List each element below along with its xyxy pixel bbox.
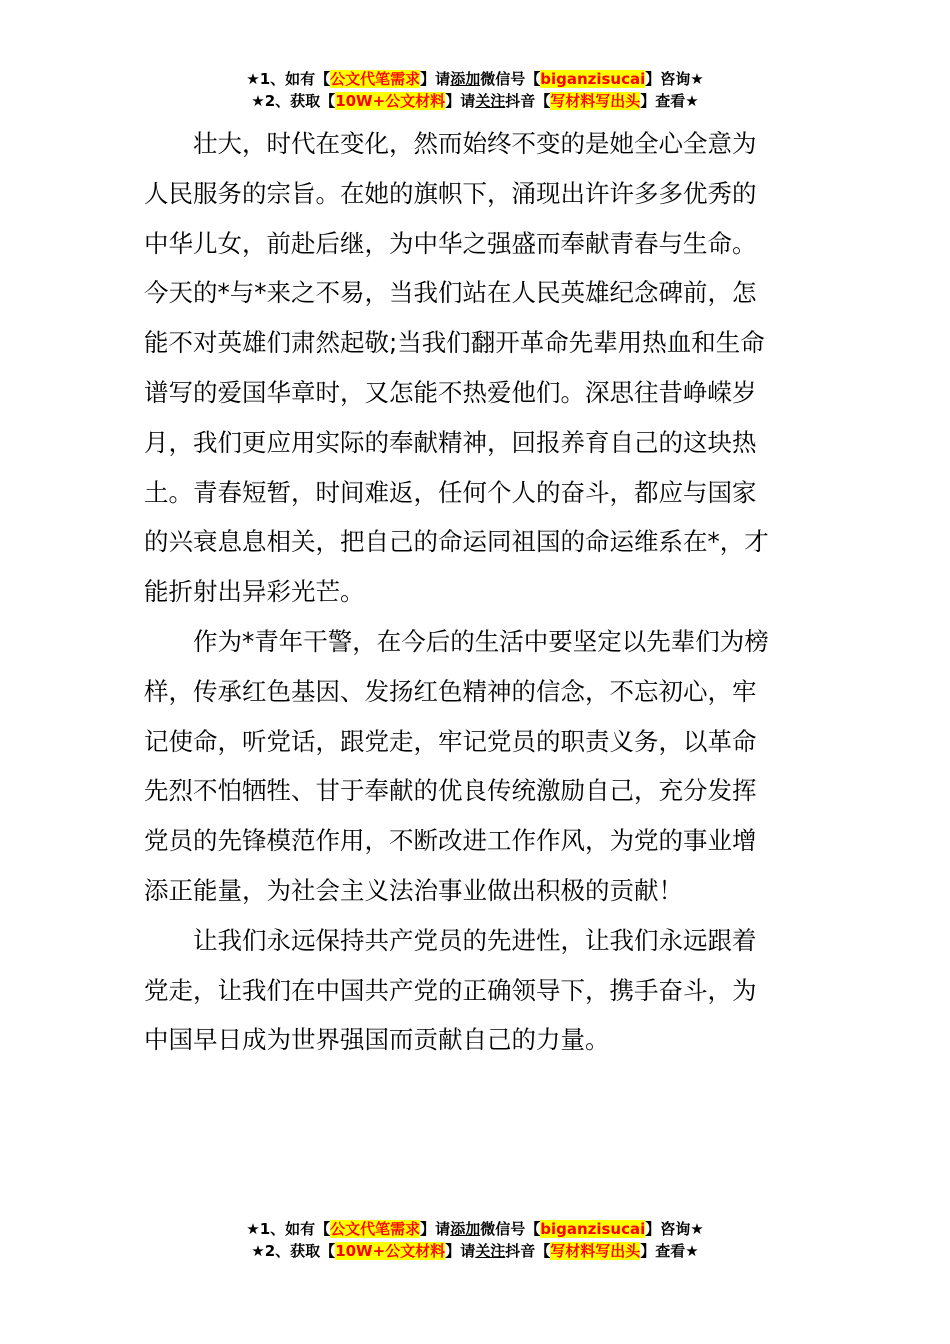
document-body: [144, 119, 808, 1065]
footer-line1-text-3: 微信号【: [480, 1220, 541, 1238]
header-line1-text-1: ★1、如有【: [246, 70, 331, 88]
footer-line-2: [0, 1240, 950, 1262]
header-line1-underline: 添加: [450, 70, 481, 88]
footer-line1-underline: 添加: [450, 1220, 481, 1238]
text-line: 样，传承红色基因、发扬红色精神的信念，不忘初心，牢: [144, 676, 757, 706]
text-line: 谱写的爱国华章时，又怎能不热爱他们。深思往昔峥嵘岁: [144, 377, 757, 407]
header-line2-underline: 关注: [475, 92, 506, 110]
text-line: 月，我们更应用实际的奉献精神，回报养育自己的这块热: [144, 427, 757, 457]
text-line: 记使命，听党话，跟党走，牢记党员的职责义务，以革命: [144, 726, 757, 756]
paragraph-3: [144, 916, 808, 1065]
header-line2-text-1: ★2、获取【: [251, 92, 336, 110]
header-line2-text-3: 抖音【: [505, 92, 551, 110]
footer-line2-text-2: 】请: [445, 1242, 476, 1260]
text-line: 先烈不怕牺牲、甘于奉献的优良传统激励自己，充分发挥: [144, 776, 757, 806]
text-line: 中国早日成为世界强国而贡献自己的力量。: [144, 1025, 610, 1055]
text-line: 让我们永远保持共产党员的先进性，让我们永远跟着: [193, 925, 757, 955]
footer-line2-text-4: 】查看★: [640, 1242, 699, 1260]
header-line1-highlight-1: 公文代笔需求: [330, 70, 421, 88]
header-line1-text-3: 微信号【: [480, 70, 541, 88]
text-line: 作为*青年干警，在今后的生活中要坚定以先辈们为榜: [193, 626, 769, 656]
text-line: 土。青春短暂，时间难返，任何个人的奋斗，都应与国家: [144, 477, 757, 507]
footer-line1-text-4: 】咨询★: [645, 1220, 704, 1238]
header-line-1: [0, 68, 950, 90]
footer-line1-highlight-2: biganzisucai: [540, 1220, 646, 1238]
paragraph-2: [144, 617, 808, 916]
footer-line2-text-1: ★2、获取【: [251, 1242, 336, 1260]
footer-line2-highlight-1: 10W+公文材料: [335, 1242, 446, 1260]
header-line2-highlight-1: 10W+公文材料: [335, 92, 446, 110]
text-line: 的兴衰息息相关，把自己的命运同祖国的命运维系在*，才: [144, 527, 769, 557]
text-line: 党员的先锋模范作用，不断改进工作作风，为党的事业增: [144, 826, 757, 856]
text-line: 壮大，时代在变化，然而始终不变的是她全心全意为: [193, 129, 757, 158]
footer-line1-text-2: 】请: [420, 1220, 451, 1238]
paragraph-1: [144, 119, 808, 617]
header-line1-text-2: 】请: [420, 70, 451, 88]
text-line: 今天的*与*来之不易，当我们站在人民英雄纪念碑前，怎: [144, 278, 757, 308]
header-line-2: [0, 90, 950, 112]
text-line: 人民服务的宗旨。在她的旗帜下，涌现出许许多多优秀的: [144, 178, 757, 208]
footer-line2-text-3: 抖音【: [505, 1242, 551, 1260]
footer-line1-text-1: ★1、如有【: [246, 1220, 331, 1238]
header-line1-highlight-2: biganzisucai: [540, 70, 646, 88]
footer-line2-highlight-2: 写材料写出头: [550, 1242, 641, 1260]
footer-banner: [0, 1218, 950, 1262]
footer-line2-underline: 关注: [475, 1242, 506, 1260]
footer-line-1: [0, 1218, 950, 1240]
text-line: 能不对英雄们肃然起敬;当我们翻开革命先辈用热血和生命: [144, 328, 765, 358]
header-line2-text-4: 】查看★: [640, 92, 699, 110]
header-line2-highlight-2: 写材料写出头: [550, 92, 641, 110]
text-line: 党走，让我们在中国共产党的正确领导下，携手奋斗，为: [144, 975, 757, 1005]
text-line: 能折射出异彩光芒。: [144, 577, 365, 607]
header-banner: [0, 68, 950, 112]
header-line2-text-2: 】请: [445, 92, 476, 110]
text-line: 中华儿女，前赴后继，为中华之强盛而奉献青春与生命。: [144, 228, 757, 258]
text-line: 添正能量，为社会主义法治事业做出积极的贡献！: [144, 875, 683, 905]
footer-line1-highlight-1: 公文代笔需求: [330, 1220, 421, 1238]
header-line1-text-4: 】咨询★: [645, 70, 704, 88]
